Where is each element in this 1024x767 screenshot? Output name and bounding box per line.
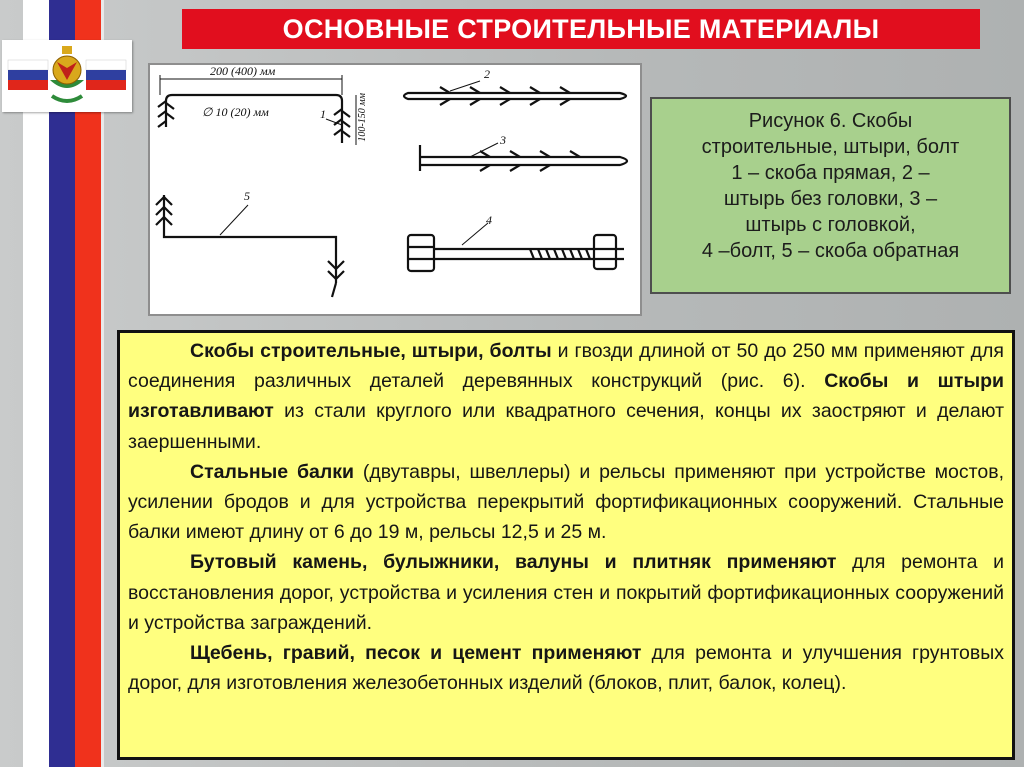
label-item-1: 1 xyxy=(320,107,326,121)
label-dimension-width: 200 (400) мм xyxy=(210,64,276,78)
label-dimension-height: 100-150 мм xyxy=(357,93,368,142)
label-item-2: 2 xyxy=(484,67,490,81)
caption-line: штырь с головкой, xyxy=(745,214,916,236)
paragraph-fasteners xyxy=(128,336,1004,457)
caption-line: штырь без головки, 3 – xyxy=(723,188,938,210)
figure-staples-drawing xyxy=(148,63,642,316)
emblem-logo xyxy=(2,40,132,112)
paragraph-text: для ремонта и восстановления дорог, устройства и усиления стен и покрытий фортификационных сооружений и устройства заграждений. xyxy=(128,551,1004,634)
paragraph-lead: Бутовый камень, булыжники, валуны и плитняк применяют xyxy=(190,551,837,574)
paragraph-lead-2: Скобы и штыри изготавливают xyxy=(128,370,1004,423)
label-item-5: 5 xyxy=(244,189,250,203)
page-title: ОСНОВНЫЕ СТРОИТЕЛЬНЫЕ МАТЕРИАЛЫ xyxy=(282,13,880,44)
paragraph-text-2: из стали круглого или квадратного сечения, концы их заостряют и делают заершенными. xyxy=(128,400,1004,453)
caption-line: 1 – скоба прямая, 2 – xyxy=(731,162,930,184)
paragraph-lead: Щебень, гравий, песок и цемент применяют xyxy=(190,642,642,665)
label-item-3: 3 xyxy=(500,133,506,147)
label-item-4: 4 xyxy=(486,213,492,227)
title-banner xyxy=(182,9,980,49)
paragraph-steel-beams xyxy=(128,457,1004,548)
main-text-box xyxy=(117,330,1015,760)
caption-line: строительные, штыри, болт xyxy=(701,136,960,158)
flag-stripe-blue xyxy=(49,0,75,767)
paragraph-lead: Скобы строительные, штыри, болты xyxy=(190,340,552,362)
label-diameter: ∅ 10 (20) мм xyxy=(202,105,269,119)
paragraph-text: для ремонта и улучшения грунтовых дорог, для изготовления железобетонных изделий (блоков, плит, балок, колец). xyxy=(128,642,1005,695)
paragraph-stone xyxy=(128,547,1004,638)
paragraph-gravel xyxy=(128,638,1004,698)
paragraph-text: (двутавры, швеллеры) и рельсы применяют при устройстве мостов, усилении бродов и для устройства перекрытий фортификационных сооружений. Стальные балки имеют длину от 6 до 19 м, рельсы 12,5 и 25 м. xyxy=(128,460,1004,544)
paragraph-lead: Стальные балки xyxy=(190,460,355,483)
caption-line: 4 –болт, 5 – скоба обратная xyxy=(701,240,960,262)
figure-caption xyxy=(650,97,1011,294)
staples-pins-bolt-drawing xyxy=(150,65,640,314)
flag-stripe-white xyxy=(23,0,49,767)
stripe-edge xyxy=(101,0,104,767)
caption-line: Рисунок 6. Скобы xyxy=(748,110,913,132)
eagle-emblem-icon xyxy=(2,40,132,112)
flag-stripe-red xyxy=(75,0,101,767)
paragraph-text: и гвозди длиной от 50 до 250 мм применяют для соединения различных деталей деревянных конструкций (рис. 6). xyxy=(128,340,1004,393)
